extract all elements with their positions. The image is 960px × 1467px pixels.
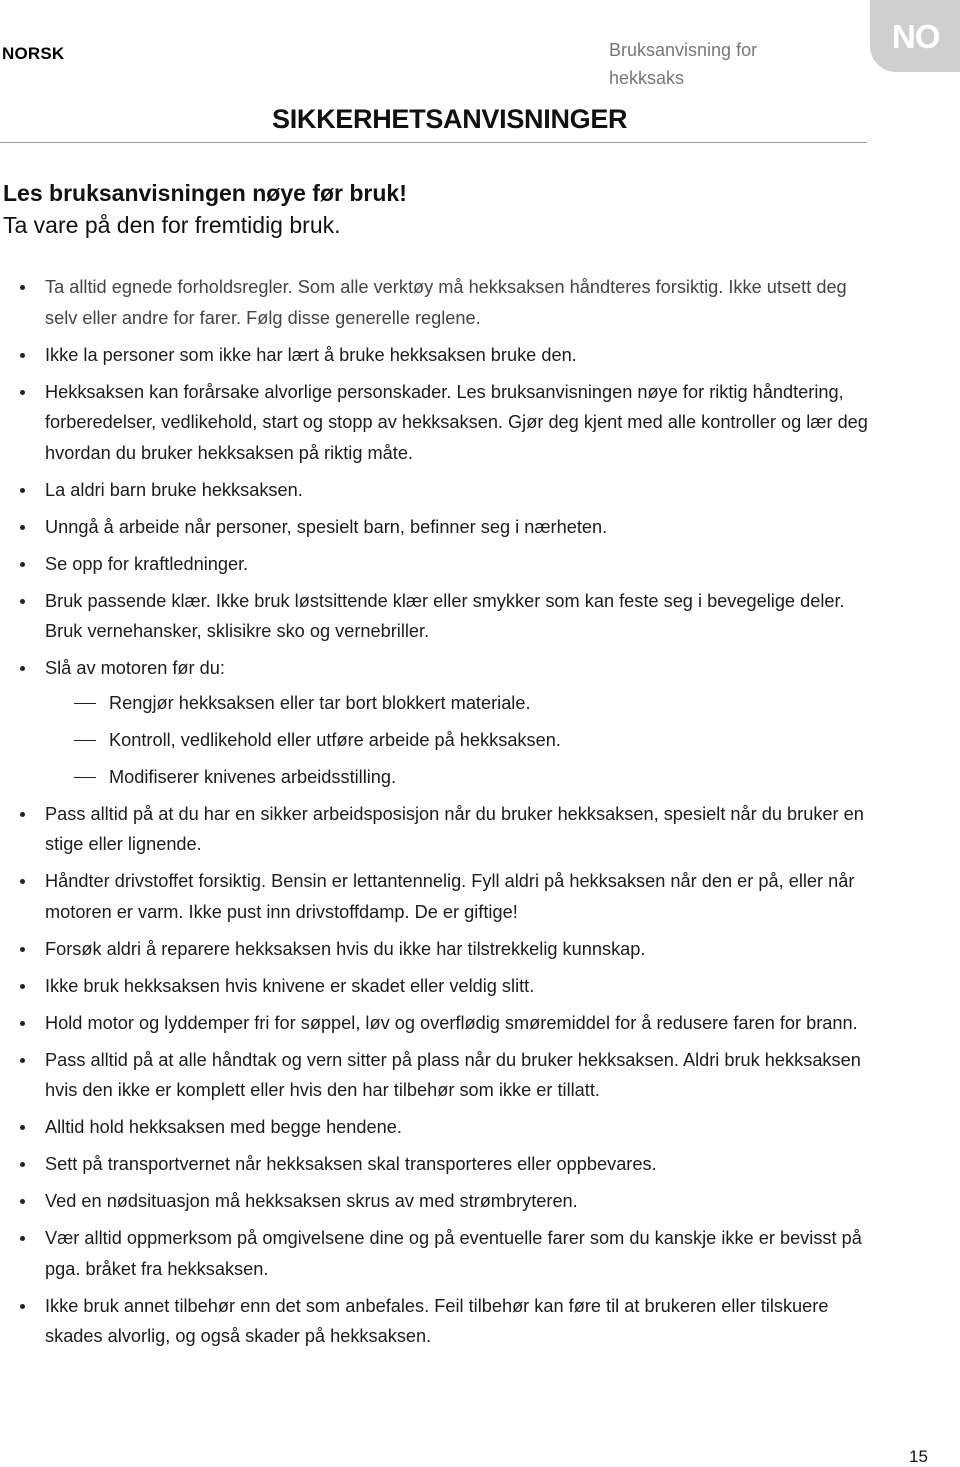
list-item-text: Håndter drivstoffet forsiktig. Bensin er lettantennelig. Fyll aldri på hekksaksen når den er på, eller når motoren er varm. Ikke pust inn drivstoffdamp. De er giftige!	[45, 871, 855, 922]
list-item	[0, 377, 870, 469]
list-item-text: Sett på transportvernet når hekksaksen skal transporteres eller oppbevares.	[45, 1154, 657, 1174]
list-item	[0, 1149, 870, 1180]
list-item	[0, 1291, 870, 1352]
safety-instruction-list	[0, 272, 870, 1358]
list-item	[0, 475, 870, 506]
list-item-text: Ikke bruk hekksaksen hvis knivene er skadet eller veldig slitt.	[45, 975, 535, 996]
sub-list	[45, 688, 870, 793]
list-item-text: Se opp for kraftledninger.	[45, 553, 249, 574]
list-item-text: Pass alltid på at alle håndtak og vern sitter på plass når du bruker hekksaksen. Aldri bruk hekksaksen hvis den ikke er komplett eller hvis den har tilbehør som ikke er tillatt.	[45, 1049, 861, 1100]
list-item-text: Ved en nødsituasjon må hekksaksen skrus av med strømbryteren.	[45, 1191, 578, 1211]
list-item-text: Pass alltid på at du har en sikker arbeidsposisjon når du bruker hekksaksen, spesielt når du bruker en stige eller lignende.	[45, 803, 864, 854]
section-title: SIKKERHETSANVISNINGER	[272, 104, 628, 134]
language-badge-text: NO	[892, 18, 940, 55]
list-item-text: Ikke la personer som ikke har lært å bruke hekksaksen bruke den.	[45, 344, 577, 365]
sub-list-item: Modifiserer knivenes arbeidsstilling.	[45, 762, 870, 793]
list-item-text: Hekksaksen kan forårsake alvorlige personskader. Les bruksanvisningen nøye for riktig håndtering, forberedelser, vedlikehold, start og stopp av hekksaksen. Gjør deg kjent med alle kontroller og lær deg hvordan du bruker hekksaksen på riktig måte.	[45, 381, 868, 463]
list-item-text: Vær alltid oppmerksom på omgivelsene dine og på eventuelle farer som du kanskje ikke er bevisst på pga. bråket fra hekksaksen.	[45, 1228, 862, 1279]
list-item	[0, 586, 870, 647]
list-item	[0, 866, 870, 927]
page-number: 15	[909, 1447, 928, 1466]
intro-line-2: Ta vare på den for fremtidig bruk.	[3, 212, 341, 238]
list-item	[0, 799, 870, 860]
list-item	[0, 1045, 870, 1106]
intro-block	[3, 177, 407, 241]
sub-list-item: Rengjør hekksaksen eller tar bort blokkert materiale.	[45, 688, 870, 719]
list-item	[0, 512, 870, 543]
list-item	[0, 971, 870, 1002]
list-item	[0, 549, 870, 580]
sub-list-item: Kontroll, vedlikehold eller utføre arbeide på hekksaksen.	[45, 725, 870, 756]
list-item-text: Ta alltid egnede forholdsregler. Som alle verktøy må hekksaksen håndteres forsiktig. Ikke utsett deg selv eller andre for farer. Følg disse generelle reglene.	[45, 277, 847, 328]
language-label: NORSK	[2, 44, 65, 63]
language-badge	[870, 0, 960, 72]
list-item-text: La aldri barn bruke hekksaksen.	[45, 479, 303, 500]
list-item-text: Slå av motoren før du:	[45, 658, 225, 678]
list-item-text: Unngå å arbeide når personer, spesielt barn, befinner seg i nærheten.	[45, 516, 608, 537]
list-item-text: Bruk passende klær. Ikke bruk løstsittende klær eller smykker som kan feste seg i bevegelige deler. Bruk vernehansker, sklisikre sko og vernebriller.	[45, 590, 845, 641]
list-item-text: Ikke bruk annet tilbehør enn det som anbefales. Feil tilbehør kan føre til at brukeren eller tilskuere skades alvorlig, og også skader på hekksaksen.	[45, 1295, 829, 1346]
document-title: Bruksanvisning for hekksaks	[609, 40, 758, 88]
list-item-text: Hold motor og lyddemper fri for søppel, løv og overflødig smøremiddel for å redusere faren for brann.	[45, 1012, 858, 1033]
intro-line-1: Les bruksanvisningen nøye før bruk!	[3, 180, 407, 206]
list-item	[0, 272, 870, 333]
list-item	[0, 340, 870, 371]
list-item	[0, 1186, 870, 1217]
list-item	[0, 934, 870, 965]
list-item	[0, 1112, 870, 1143]
header-divider	[0, 142, 867, 143]
list-item	[0, 1223, 870, 1284]
list-item-text: Forsøk aldri å reparere hekksaksen hvis du ikke har tilstrekkelig kunnskap.	[45, 938, 646, 959]
list-item-text: Alltid hold hekksaksen med begge hendene.	[45, 1117, 402, 1137]
list-item	[0, 653, 870, 792]
list-item	[0, 1008, 870, 1039]
